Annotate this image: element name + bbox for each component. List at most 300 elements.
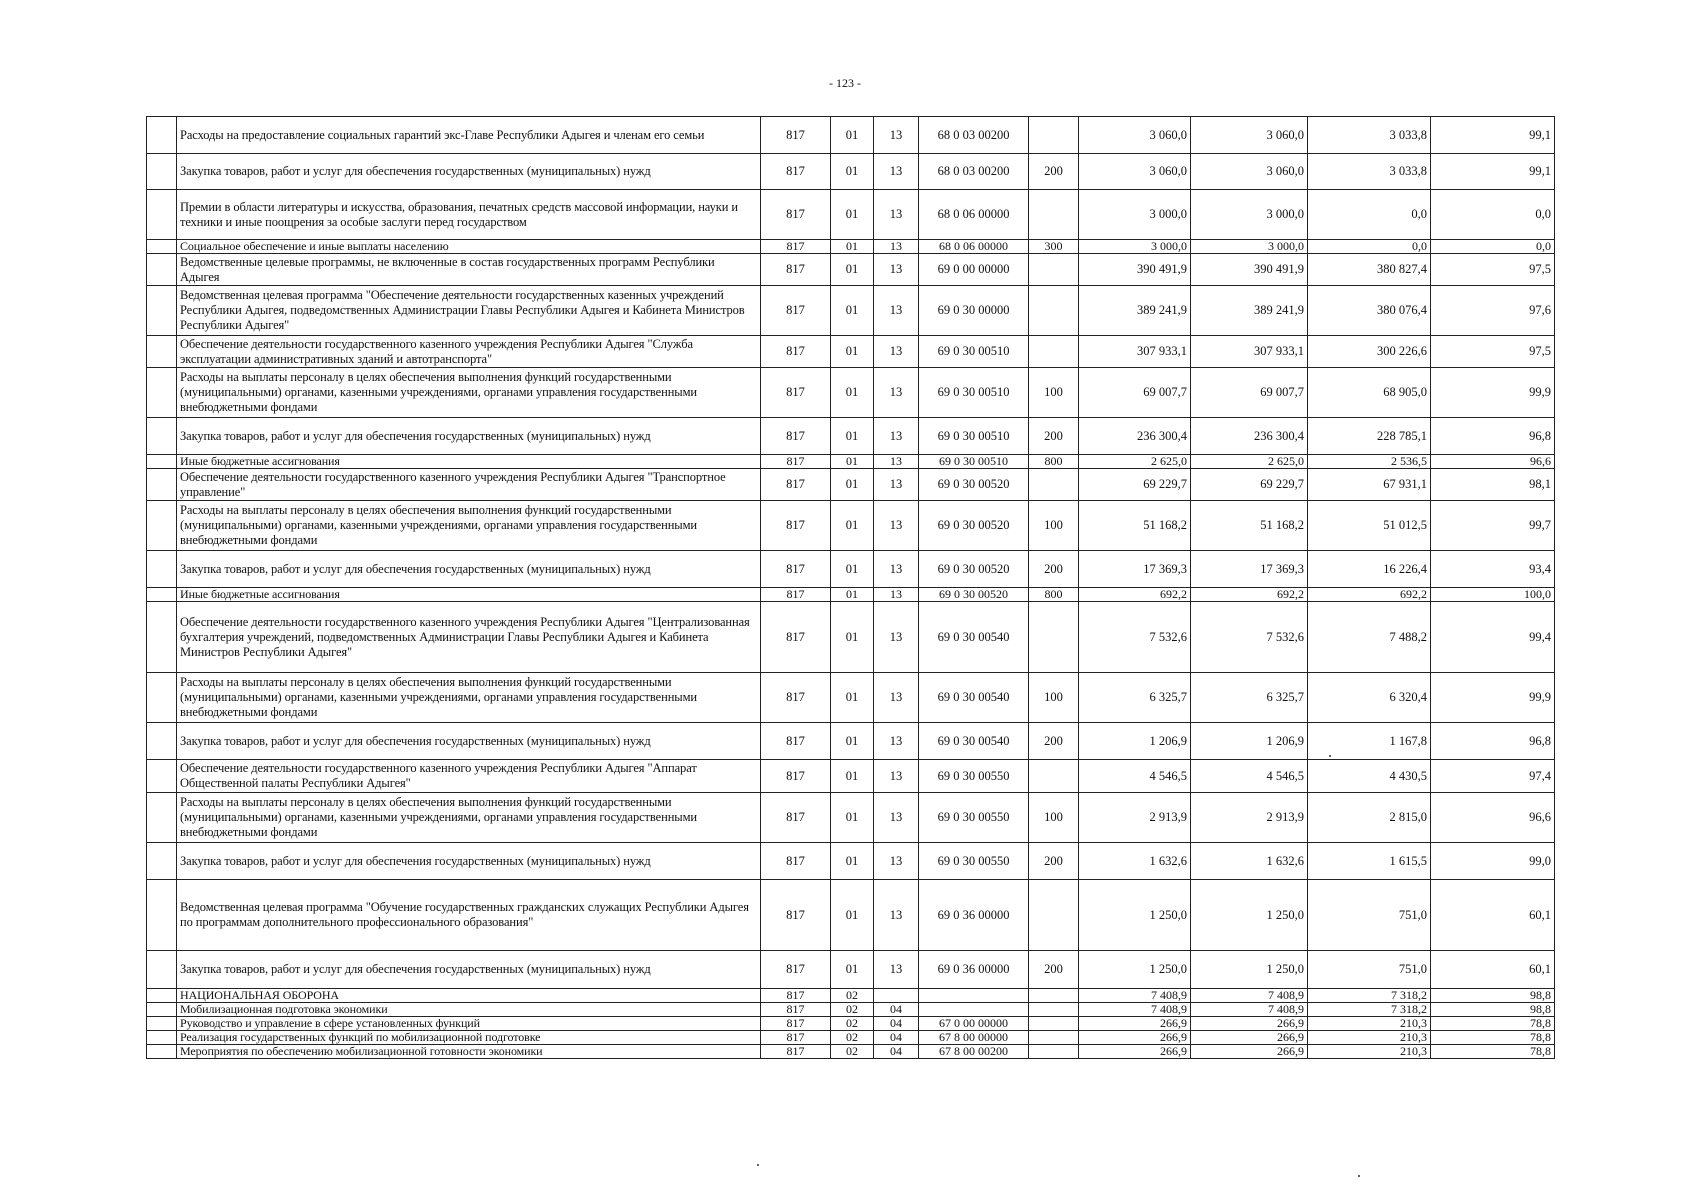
revised-plan-cell: 3 000,0	[1191, 190, 1308, 240]
row-margin-cell	[147, 368, 177, 418]
percent-cell: 99,4	[1431, 602, 1555, 673]
plan-amount-cell: 51 168,2	[1079, 501, 1191, 551]
revised-plan-cell: 3 060,0	[1191, 154, 1308, 190]
row-margin-cell	[147, 989, 177, 1003]
target-article-cell: 69 0 30 00520	[919, 501, 1029, 551]
dept-code-cell: 817	[761, 240, 831, 254]
subsection-code-cell: 13	[874, 760, 919, 793]
row-name: Иные бюджетные ассигнования	[177, 588, 761, 602]
expense-type-cell	[1029, 1031, 1079, 1045]
section-code-cell: 01	[831, 793, 874, 843]
row-margin-cell	[147, 673, 177, 723]
percent-cell: 78,8	[1431, 1045, 1555, 1059]
table-row	[147, 469, 1555, 501]
subsection-code-cell: 13	[874, 723, 919, 760]
expense-type-cell: 100	[1029, 673, 1079, 723]
revised-plan-cell: 692,2	[1191, 588, 1308, 602]
table-row	[147, 793, 1555, 843]
plan-amount-cell: 4 546,5	[1079, 760, 1191, 793]
dept-code-cell: 817	[761, 455, 831, 469]
table-row	[147, 254, 1555, 286]
section-code-cell: 01	[831, 469, 874, 501]
expense-type-cell: 200	[1029, 723, 1079, 760]
plan-amount-cell: 3 060,0	[1079, 154, 1191, 190]
expense-type-cell	[1029, 880, 1079, 951]
table-row	[147, 368, 1555, 418]
plan-amount-cell: 1 250,0	[1079, 951, 1191, 989]
revised-plan-cell: 1 632,6	[1191, 843, 1308, 880]
row-name: Расходы на выплаты персоналу в целях обеспечения выполнения функций государственными (муниципальными) органами, казенными учреждениями, органами управления государственными внебюджетными фондами	[177, 368, 761, 418]
percent-cell: 99,1	[1431, 117, 1555, 154]
revised-plan-cell: 1 250,0	[1191, 880, 1308, 951]
revised-plan-cell: 1 206,9	[1191, 723, 1308, 760]
row-margin-cell	[147, 286, 177, 336]
percent-cell: 99,9	[1431, 673, 1555, 723]
target-article-cell: 69 0 30 00510	[919, 418, 1029, 455]
table-row	[147, 602, 1555, 673]
row-margin-cell	[147, 602, 177, 673]
revised-plan-cell: 266,9	[1191, 1017, 1308, 1031]
target-article-cell: 69 0 30 00540	[919, 673, 1029, 723]
actual-amount-cell: 3 033,8	[1308, 154, 1431, 190]
percent-cell: 98,8	[1431, 1003, 1555, 1017]
table-row	[147, 843, 1555, 880]
row-name: НАЦИОНАЛЬНАЯ ОБОРОНА	[177, 989, 761, 1003]
revised-plan-cell: 266,9	[1191, 1045, 1308, 1059]
plan-amount-cell: 390 491,9	[1079, 254, 1191, 286]
plan-amount-cell: 1 250,0	[1079, 880, 1191, 951]
plan-amount-cell: 266,9	[1079, 1017, 1191, 1031]
target-article-cell: 69 0 30 00510	[919, 368, 1029, 418]
section-code-cell: 01	[831, 418, 874, 455]
dept-code-cell: 817	[761, 418, 831, 455]
table-row	[147, 117, 1555, 154]
row-name: Закупка товаров, работ и услуг для обеспечения государственных (муниципальных) нужд	[177, 843, 761, 880]
dept-code-cell: 817	[761, 117, 831, 154]
expense-type-cell	[1029, 117, 1079, 154]
target-article-cell: 67 8 00 00200	[919, 1045, 1029, 1059]
revised-plan-cell: 2 913,9	[1191, 793, 1308, 843]
actual-amount-cell: 4 430,5	[1308, 760, 1431, 793]
subsection-code-cell: 13	[874, 190, 919, 240]
expense-type-cell	[1029, 286, 1079, 336]
row-name: Ведомственная целевая программа "Обучение государственных гражданских служащих Республики Адыгея по программам дополнительного профессионального образования"	[177, 880, 761, 951]
plan-amount-cell: 266,9	[1079, 1045, 1191, 1059]
expense-type-cell: 100	[1029, 368, 1079, 418]
percent-cell: 97,5	[1431, 254, 1555, 286]
plan-amount-cell: 692,2	[1079, 588, 1191, 602]
row-name: Мероприятия по обеспечению мобилизационной готовности экономики	[177, 1045, 761, 1059]
section-code-cell: 01	[831, 117, 874, 154]
dept-code-cell: 817	[761, 154, 831, 190]
table-row	[147, 190, 1555, 240]
subsection-code-cell: 13	[874, 368, 919, 418]
row-margin-cell	[147, 843, 177, 880]
target-article-cell: 69 0 30 00520	[919, 469, 1029, 501]
table-row	[147, 1031, 1555, 1045]
expense-type-cell: 100	[1029, 793, 1079, 843]
subsection-code-cell: 13	[874, 154, 919, 190]
target-article-cell: 69 0 30 00000	[919, 286, 1029, 336]
plan-amount-cell: 3 000,0	[1079, 240, 1191, 254]
row-margin-cell	[147, 880, 177, 951]
expense-type-cell: 200	[1029, 843, 1079, 880]
expense-type-cell: 800	[1029, 588, 1079, 602]
actual-amount-cell: 210,3	[1308, 1031, 1431, 1045]
expense-type-cell: 200	[1029, 951, 1079, 989]
expense-type-cell	[1029, 1003, 1079, 1017]
percent-cell: 99,9	[1431, 368, 1555, 418]
plan-amount-cell: 3 000,0	[1079, 190, 1191, 240]
actual-amount-cell: 380 076,4	[1308, 286, 1431, 336]
table-row	[147, 240, 1555, 254]
dept-code-cell: 817	[761, 723, 831, 760]
percent-cell: 78,8	[1431, 1017, 1555, 1031]
actual-amount-cell: 300 226,6	[1308, 336, 1431, 368]
expense-type-cell: 200	[1029, 551, 1079, 588]
actual-amount-cell: 7 488,2	[1308, 602, 1431, 673]
row-name: Иные бюджетные ассигнования	[177, 455, 761, 469]
revised-plan-cell: 69 229,7	[1191, 469, 1308, 501]
expense-type-cell	[1029, 1045, 1079, 1059]
section-code-cell: 01	[831, 588, 874, 602]
dept-code-cell: 817	[761, 588, 831, 602]
dept-code-cell: 817	[761, 1031, 831, 1045]
percent-cell: 97,4	[1431, 760, 1555, 793]
percent-cell: 97,6	[1431, 286, 1555, 336]
actual-amount-cell: 68 905,0	[1308, 368, 1431, 418]
row-margin-cell	[147, 951, 177, 989]
section-code-cell: 01	[831, 951, 874, 989]
plan-amount-cell: 3 060,0	[1079, 117, 1191, 154]
percent-cell: 78,8	[1431, 1031, 1555, 1045]
subsection-code-cell: 13	[874, 793, 919, 843]
row-name: Мобилизационная подготовка экономики	[177, 1003, 761, 1017]
section-code-cell: 01	[831, 760, 874, 793]
section-code-cell: 02	[831, 1045, 874, 1059]
plan-amount-cell: 17 369,3	[1079, 551, 1191, 588]
target-article-cell: 69 0 30 00510	[919, 455, 1029, 469]
table-row	[147, 1003, 1555, 1017]
target-article-cell: 68 0 03 00200	[919, 117, 1029, 154]
actual-amount-cell: 0,0	[1308, 190, 1431, 240]
budget-table	[146, 116, 1555, 1059]
dept-code-cell: 817	[761, 760, 831, 793]
plan-amount-cell: 307 933,1	[1079, 336, 1191, 368]
revised-plan-cell: 390 491,9	[1191, 254, 1308, 286]
dept-code-cell: 817	[761, 469, 831, 501]
table-row	[147, 551, 1555, 588]
revised-plan-cell: 1 250,0	[1191, 951, 1308, 989]
row-name: Расходы на предоставление социальных гарантий экс-Главе Республики Адыгея и членам его семьи	[177, 117, 761, 154]
actual-amount-cell: 751,0	[1308, 880, 1431, 951]
plan-amount-cell: 1 206,9	[1079, 723, 1191, 760]
section-code-cell: 01	[831, 880, 874, 951]
actual-amount-cell: 6 320,4	[1308, 673, 1431, 723]
row-name: Премии в области литературы и искусства, образования, печатных средств массовой информации, науки и техники и иные поощрения за особые заслуги перед государством	[177, 190, 761, 240]
plan-amount-cell: 69 007,7	[1079, 368, 1191, 418]
section-code-cell: 01	[831, 336, 874, 368]
subsection-code-cell: 04	[874, 1003, 919, 1017]
row-margin-cell	[147, 760, 177, 793]
table-row	[147, 880, 1555, 951]
section-code-cell: 01	[831, 673, 874, 723]
row-name: Обеспечение деятельности государственного казенного учреждения Республики Адыгея "Транспортное управление"	[177, 469, 761, 501]
revised-plan-cell: 266,9	[1191, 1031, 1308, 1045]
percent-cell: 97,5	[1431, 336, 1555, 368]
expense-type-cell: 200	[1029, 154, 1079, 190]
subsection-code-cell: 13	[874, 117, 919, 154]
row-margin-cell	[147, 469, 177, 501]
actual-amount-cell: 751,0	[1308, 951, 1431, 989]
revised-plan-cell: 3 000,0	[1191, 240, 1308, 254]
table-row	[147, 723, 1555, 760]
section-code-cell: 01	[831, 843, 874, 880]
table-row	[147, 951, 1555, 989]
revised-plan-cell: 3 060,0	[1191, 117, 1308, 154]
target-article-cell: 68 0 06 00000	[919, 240, 1029, 254]
revised-plan-cell: 389 241,9	[1191, 286, 1308, 336]
table-row	[147, 501, 1555, 551]
actual-amount-cell: 692,2	[1308, 588, 1431, 602]
target-article-cell: 69 0 36 00000	[919, 951, 1029, 989]
expense-type-cell	[1029, 602, 1079, 673]
expense-type-cell: 300	[1029, 240, 1079, 254]
subsection-code-cell: 04	[874, 1017, 919, 1031]
actual-amount-cell: 1 615,5	[1308, 843, 1431, 880]
target-article-cell: 67 8 00 00000	[919, 1031, 1029, 1045]
section-code-cell: 01	[831, 190, 874, 240]
dept-code-cell: 817	[761, 793, 831, 843]
expense-type-cell: 200	[1029, 418, 1079, 455]
row-name: Реализация государственных функций по мобилизационной подготовке	[177, 1031, 761, 1045]
expense-type-cell	[1029, 1017, 1079, 1031]
table-row	[147, 989, 1555, 1003]
section-code-cell: 02	[831, 1017, 874, 1031]
section-code-cell: 01	[831, 286, 874, 336]
dept-code-cell: 817	[761, 336, 831, 368]
percent-cell: 96,8	[1431, 723, 1555, 760]
dept-code-cell: 817	[761, 368, 831, 418]
table-row	[147, 154, 1555, 190]
expense-type-cell	[1029, 989, 1079, 1003]
row-name: Ведомственные целевые программы, не включенные в состав государственных программ Республики Адыгея	[177, 254, 761, 286]
row-name: Закупка товаров, работ и услуг для обеспечения государственных (муниципальных) нужд	[177, 723, 761, 760]
subsection-code-cell: 04	[874, 1045, 919, 1059]
row-margin-cell	[147, 588, 177, 602]
subsection-code-cell: 13	[874, 602, 919, 673]
dept-code-cell: 817	[761, 989, 831, 1003]
row-margin-cell	[147, 240, 177, 254]
section-code-cell: 02	[831, 1003, 874, 1017]
dept-code-cell: 817	[761, 843, 831, 880]
dept-code-cell: 817	[761, 551, 831, 588]
row-margin-cell	[147, 336, 177, 368]
subsection-code-cell: 13	[874, 286, 919, 336]
target-article-cell: 67 0 00 00000	[919, 1017, 1029, 1031]
subsection-code-cell: 13	[874, 880, 919, 951]
percent-cell: 99,7	[1431, 501, 1555, 551]
table-row	[147, 455, 1555, 469]
revised-plan-cell: 7 408,9	[1191, 1003, 1308, 1017]
section-code-cell: 01	[831, 602, 874, 673]
target-article-cell: 69 0 30 00510	[919, 336, 1029, 368]
target-article-cell: 69 0 00 00000	[919, 254, 1029, 286]
subsection-code-cell: 13	[874, 336, 919, 368]
target-article-cell: 68 0 03 00200	[919, 154, 1029, 190]
expense-type-cell: 100	[1029, 501, 1079, 551]
dept-code-cell: 817	[761, 1017, 831, 1031]
subsection-code-cell: 13	[874, 254, 919, 286]
section-code-cell: 01	[831, 368, 874, 418]
section-code-cell: 01	[831, 723, 874, 760]
plan-amount-cell: 266,9	[1079, 1031, 1191, 1045]
table-row	[147, 1017, 1555, 1031]
subsection-code-cell: 13	[874, 501, 919, 551]
revised-plan-cell: 307 933,1	[1191, 336, 1308, 368]
row-margin-cell	[147, 793, 177, 843]
revised-plan-cell: 69 007,7	[1191, 368, 1308, 418]
dept-code-cell: 817	[761, 286, 831, 336]
scan-speck	[757, 1164, 759, 1166]
revised-plan-cell: 7 532,6	[1191, 602, 1308, 673]
dept-code-cell: 817	[761, 673, 831, 723]
actual-amount-cell: 1 167,8	[1308, 723, 1431, 760]
dept-code-cell: 817	[761, 951, 831, 989]
subsection-code-cell: 13	[874, 843, 919, 880]
table-row	[147, 760, 1555, 793]
table-row	[147, 1045, 1555, 1059]
percent-cell: 96,6	[1431, 455, 1555, 469]
actual-amount-cell: 7 318,2	[1308, 1003, 1431, 1017]
plan-amount-cell: 2 625,0	[1079, 455, 1191, 469]
row-margin-cell	[147, 1045, 177, 1059]
revised-plan-cell: 51 168,2	[1191, 501, 1308, 551]
table-row	[147, 673, 1555, 723]
percent-cell: 96,8	[1431, 418, 1555, 455]
expense-type-cell	[1029, 469, 1079, 501]
row-margin-cell	[147, 117, 177, 154]
target-article-cell	[919, 1003, 1029, 1017]
actual-amount-cell: 0,0	[1308, 240, 1431, 254]
row-name: Закупка товаров, работ и услуг для обеспечения государственных (муниципальных) нужд	[177, 551, 761, 588]
row-margin-cell	[147, 418, 177, 455]
expense-type-cell	[1029, 760, 1079, 793]
percent-cell: 60,1	[1431, 951, 1555, 989]
row-name: Обеспечение деятельности государственного казенного учреждения Республики Адыгея "Централизованная бухгалтерия учреждений, подведомственных Администрации Главы Республики Адыгея и Кабинета Министров Республики Адыгея"	[177, 602, 761, 673]
row-margin-cell	[147, 723, 177, 760]
expense-type-cell	[1029, 190, 1079, 240]
target-article-cell: 69 0 30 00520	[919, 588, 1029, 602]
revised-plan-cell: 4 546,5	[1191, 760, 1308, 793]
plan-amount-cell: 236 300,4	[1079, 418, 1191, 455]
subsection-code-cell: 04	[874, 1031, 919, 1045]
subsection-code-cell: 13	[874, 673, 919, 723]
actual-amount-cell: 51 012,5	[1308, 501, 1431, 551]
section-code-cell: 01	[831, 455, 874, 469]
row-name: Расходы на выплаты персоналу в целях обеспечения выполнения функций государственными (муниципальными) органами, казенными учреждениями, органами управления государственными внебюджетными фондами	[177, 501, 761, 551]
plan-amount-cell: 7 532,6	[1079, 602, 1191, 673]
plan-amount-cell: 1 632,6	[1079, 843, 1191, 880]
row-name: Ведомственная целевая программа "Обеспечение деятельности государственных казенных учреждений Республики Адыгея, подведомственных Администрации Главы Республики Адыгея и Кабинета Министров Республики Адыгея"	[177, 286, 761, 336]
row-name: Закупка товаров, работ и услуг для обеспечения государственных (муниципальных) нужд	[177, 154, 761, 190]
subsection-code-cell: 13	[874, 951, 919, 989]
subsection-code-cell: 13	[874, 551, 919, 588]
target-article-cell	[919, 989, 1029, 1003]
dept-code-cell: 817	[761, 254, 831, 286]
target-article-cell: 69 0 30 00520	[919, 551, 1029, 588]
dept-code-cell: 817	[761, 1045, 831, 1059]
row-name: Закупка товаров, работ и услуг для обеспечения государственных (муниципальных) нужд	[177, 951, 761, 989]
scan-speck	[1329, 755, 1331, 757]
percent-cell: 98,8	[1431, 989, 1555, 1003]
plan-amount-cell: 7 408,9	[1079, 1003, 1191, 1017]
actual-amount-cell: 2 536,5	[1308, 455, 1431, 469]
row-name: Расходы на выплаты персоналу в целях обеспечения выполнения функций государственными (муниципальными) органами, казенными учреждениями, органами управления государственными внебюджетными фондами	[177, 793, 761, 843]
row-margin-cell	[147, 190, 177, 240]
row-margin-cell	[147, 254, 177, 286]
actual-amount-cell: 228 785,1	[1308, 418, 1431, 455]
subsection-code-cell: 13	[874, 455, 919, 469]
dept-code-cell: 817	[761, 190, 831, 240]
row-name: Закупка товаров, работ и услуг для обеспечения государственных (муниципальных) нужд	[177, 418, 761, 455]
row-name: Обеспечение деятельности государственного казенного учреждения Республики Адыгея "Служба эксплуатации административных зданий и автотранспорта"	[177, 336, 761, 368]
section-code-cell: 01	[831, 501, 874, 551]
plan-amount-cell: 7 408,9	[1079, 989, 1191, 1003]
percent-cell: 0,0	[1431, 240, 1555, 254]
expense-type-cell: 800	[1029, 455, 1079, 469]
target-article-cell: 69 0 30 00550	[919, 793, 1029, 843]
revised-plan-cell: 6 325,7	[1191, 673, 1308, 723]
target-article-cell: 69 0 30 00540	[919, 602, 1029, 673]
subsection-code-cell: 13	[874, 418, 919, 455]
revised-plan-cell: 7 408,9	[1191, 989, 1308, 1003]
section-code-cell: 01	[831, 254, 874, 286]
row-margin-cell	[147, 1003, 177, 1017]
row-margin-cell	[147, 154, 177, 190]
actual-amount-cell: 380 827,4	[1308, 254, 1431, 286]
percent-cell: 99,0	[1431, 843, 1555, 880]
row-name: Руководство и управление в сфере установленных функций	[177, 1017, 761, 1031]
subsection-code-cell: 13	[874, 588, 919, 602]
row-name: Социальное обеспечение и иные выплаты населению	[177, 240, 761, 254]
actual-amount-cell: 2 815,0	[1308, 793, 1431, 843]
section-code-cell: 01	[831, 551, 874, 588]
percent-cell: 99,1	[1431, 154, 1555, 190]
scan-speck	[1358, 1175, 1360, 1177]
target-article-cell: 69 0 30 00550	[919, 760, 1029, 793]
row-margin-cell	[147, 1031, 177, 1045]
table-row	[147, 286, 1555, 336]
actual-amount-cell: 210,3	[1308, 1017, 1431, 1031]
percent-cell: 60,1	[1431, 880, 1555, 951]
percent-cell: 0,0	[1431, 190, 1555, 240]
table-row	[147, 588, 1555, 602]
row-margin-cell	[147, 1017, 177, 1031]
subsection-code-cell	[874, 989, 919, 1003]
dept-code-cell: 817	[761, 501, 831, 551]
table-row	[147, 418, 1555, 455]
section-code-cell: 02	[831, 989, 874, 1003]
actual-amount-cell: 67 931,1	[1308, 469, 1431, 501]
dept-code-cell: 817	[761, 880, 831, 951]
table-row	[147, 336, 1555, 368]
dept-code-cell: 817	[761, 602, 831, 673]
budget-table-wrapper	[146, 116, 1554, 1059]
row-margin-cell	[147, 501, 177, 551]
section-code-cell: 01	[831, 154, 874, 190]
page-number: - 123 -	[829, 76, 861, 90]
